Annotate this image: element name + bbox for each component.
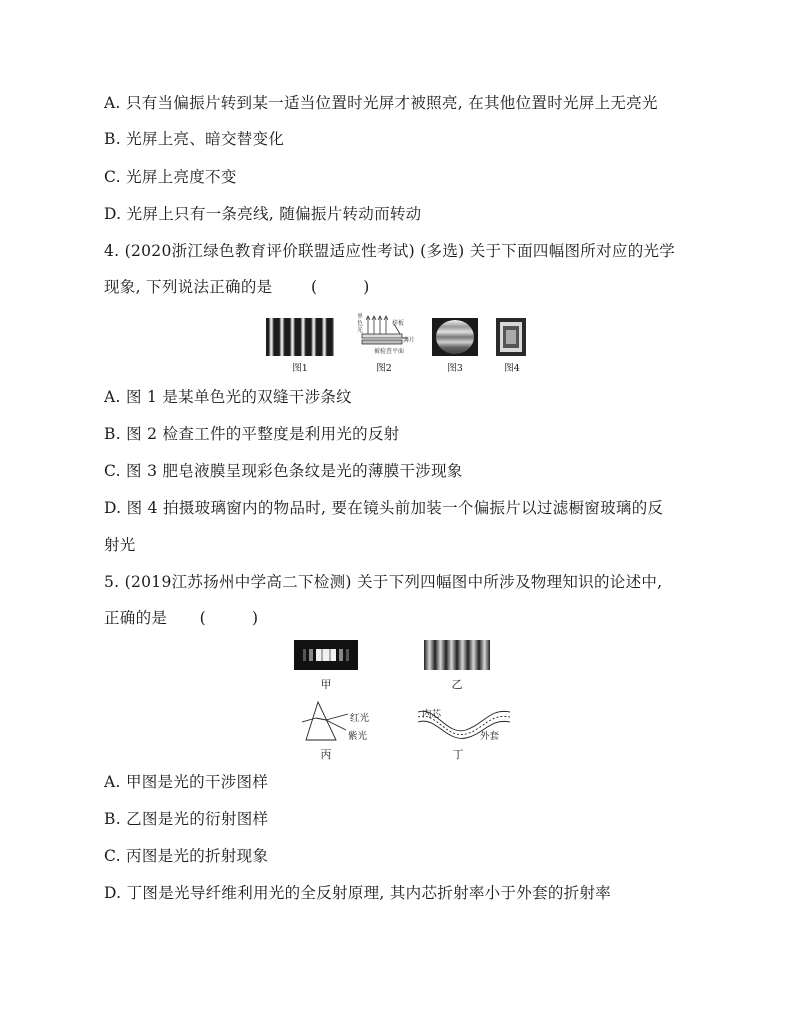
q5-figure-bing-prism [302,700,382,744]
q5-red-light-label: 红光 [350,713,370,724]
q4-answer-bracket-open: ( [310,278,318,296]
q4-option-d-line1: D. 图 4 拍摄玻璃窗内的物品时, 要在镜头前加装一个偏振片以过滤橱窗玻璃的反 [104,499,664,517]
q4-stem-line2 [104,277,370,297]
q4-stem-text: 现象, 下列说法正确的是 [104,278,273,296]
q4-option-d-line2: 射光 [104,536,136,554]
q5-answer-bracket-open: ( [199,609,207,627]
q5-figure-ding-caption: 丁 [452,748,464,761]
q4-fig2-label-light: 单色光 [357,313,364,334]
q5-option-d: D. 丁图是光导纤维利用光的全反射原理, 其内芯折射率小于外套的折射率 [104,884,612,902]
q4-answer-bracket-close: ) [363,278,370,296]
q5-answer-bracket-close: ) [252,609,259,627]
q3-option-a: A. 只有当偏振片转到某一适当位置时光屏才被照亮, 在其他位置时光屏上无亮光 [104,94,658,112]
q4-option-c: C. 图 3 肥皂液膜呈现彩色条纹是光的薄膜干涉现象 [104,462,463,480]
q4-figure-1-fringes [266,318,334,356]
q5-figure-jia-caption: 甲 [320,678,332,691]
q5-stem-line1: 5. (2019江苏扬州中学高二下检测) 关于下列四幅图中所涉及物理知识的论述中, [104,573,663,591]
q5-option-a: A. 甲图是光的干涉图样 [104,773,269,791]
q5-figure-bing-caption: 丙 [320,748,332,761]
q4-figure-3-soap-film [432,318,478,356]
q5-outer-cladding-label: 外套 [480,731,500,742]
q4-fig2-label-sheet: 薄片 [403,337,416,344]
q5-purple-light-label: 紫光 [348,731,368,742]
q4-figure-4-caption: 图4 [504,363,520,374]
q5-option-b: B. 乙图是光的衍射图样 [104,810,269,828]
q4-stem-line1: 4. (2020浙江绿色教育评价联盟适应性考试) (多选) 关于下面四幅图所对应的光学 [104,242,676,260]
q3-option-d: D. 光屏上只有一条亮线, 随偏振片转动而转动 [104,205,422,223]
q5-stem-line2 [104,608,258,628]
q4-fig2-label-sample: 样板 [392,320,405,327]
q4-option-a: A. 图 1 是某单色光的双缝干涉条纹 [104,388,352,406]
q5-inner-core-label: 内芯 [422,709,442,720]
q5-option-c: C. 丙图是光的折射现象 [104,847,269,865]
q3-option-b: B. 光屏上亮、暗交替变化 [104,130,285,148]
q4-figure-1-caption: 图1 [292,363,308,374]
q4-figure-4-window-photo [496,318,526,356]
q5-figure-jia-pattern [294,640,358,670]
q3-option-c: C. 光屏上亮度不变 [104,168,237,186]
q5-figure-yi-caption: 乙 [451,678,463,691]
q4-option-b: B. 图 2 检查工件的平整度是利用光的反射 [104,425,400,443]
q5-stem-text: 正确的是 [104,609,168,627]
q4-figure-3-caption: 图3 [447,363,463,374]
q5-figure-yi-pattern [424,640,490,670]
q4-fig2-label-plane: 被检查平面 [374,348,405,355]
q4-figure-2-caption: 图2 [376,363,392,374]
